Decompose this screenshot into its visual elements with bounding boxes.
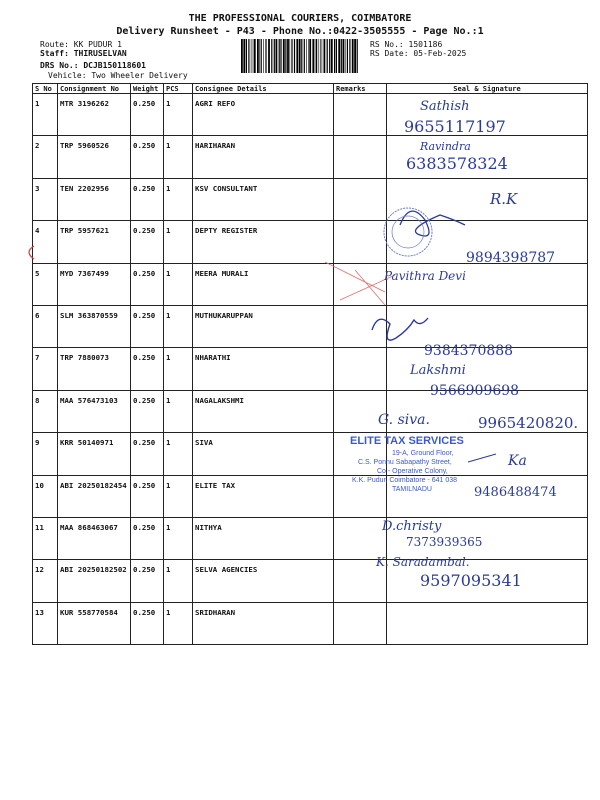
cell-sno: 13: [33, 602, 58, 644]
cell-sno: 3: [33, 178, 58, 220]
cell-pcs: 1: [164, 602, 193, 644]
runsheet-title: Delivery Runsheet - P43 - Phone No.:0422-3505555 - Page No.:1: [116, 26, 484, 37]
rs-date-value: 05-Feb-2025: [413, 49, 467, 58]
sig1-phone: 9655117197: [404, 117, 506, 136]
barcode-bar: [279, 39, 280, 73]
vehicle-line: [48, 71, 188, 80]
cell-signature: [387, 221, 588, 263]
cell-weight: 0.250: [131, 517, 164, 559]
cell-sno: 6: [33, 305, 58, 347]
cell-pcs: 1: [164, 178, 193, 220]
cell-signature: [387, 433, 588, 475]
sig11-phone: 9486488474: [474, 485, 557, 500]
stamp-line6: TAMILNADU: [392, 486, 432, 493]
drs-label: DRS No.:: [40, 61, 79, 70]
cell-remarks: [334, 475, 387, 517]
cell-weight: 0.250: [131, 94, 164, 136]
cell-consignee: NITHYA: [193, 517, 334, 559]
barcode-bar: [315, 39, 316, 73]
stamp-line3: C.S. Ponnu Sabapathy Street,: [358, 459, 452, 466]
cell-remarks: [334, 178, 387, 220]
table-row: [33, 221, 588, 263]
barcode-bar: [290, 39, 291, 73]
cell-pcs: 1: [164, 348, 193, 390]
cell-weight: 0.250: [131, 560, 164, 602]
cell-consignment: SLM 363870559: [58, 305, 131, 347]
cell-consignee: MEERA MURALI: [193, 263, 334, 305]
barcode-bar: [316, 39, 317, 73]
cell-signature: [387, 602, 588, 644]
col-consignment: Consignment No: [58, 84, 131, 94]
sig10-mark: Ka: [508, 453, 527, 469]
cell-consignee: SELVA AGENCIES: [193, 560, 334, 602]
table-row: [33, 560, 588, 602]
cell-consignment: TRP 5957621: [58, 221, 131, 263]
cell-signature: [387, 475, 588, 517]
cell-signature: [387, 305, 588, 347]
cell-pcs: 1: [164, 560, 193, 602]
barcode-bar: [241, 39, 243, 73]
table-row: [33, 602, 588, 644]
col-weight: Weight: [131, 84, 164, 94]
barcode-bar: [287, 39, 289, 73]
cell-weight: 0.250: [131, 136, 164, 178]
cell-signature: [387, 517, 588, 559]
cell-signature: [387, 94, 588, 136]
sig5-phone: 9894398787: [466, 250, 556, 266]
sig8-phone: 9566909698: [430, 383, 520, 399]
cell-weight: 0.250: [131, 221, 164, 263]
cell-weight: 0.250: [131, 305, 164, 347]
cell-weight: 0.250: [131, 263, 164, 305]
barcode-bar: [263, 39, 264, 73]
stamp-line2: 19-A, Ground Floor,: [392, 450, 454, 457]
cell-pcs: 1: [164, 263, 193, 305]
cell-sno: 5: [33, 263, 58, 305]
cell-consignment: TRP 5960526: [58, 136, 131, 178]
barcode-bar: [343, 39, 345, 73]
cell-remarks: [334, 433, 387, 475]
sig9-name: G. siva.: [378, 412, 430, 428]
barcode-bar: [336, 39, 337, 73]
cell-consignee: HARIHARAN: [193, 136, 334, 178]
col-pcs: PCS: [164, 84, 193, 94]
col-signature: Seal & Signature: [387, 84, 588, 94]
cell-sno: 4: [33, 221, 58, 263]
cell-signature: [387, 390, 588, 432]
rs-no-label: RS No.:: [370, 40, 404, 49]
cell-sno: 7: [33, 348, 58, 390]
table-row: [33, 305, 588, 347]
barcode-bar: [345, 39, 346, 73]
drs-value: DCJB150118601: [83, 61, 146, 70]
stamp-line1: ELITE TAX SERVICES: [350, 435, 464, 447]
barcode-bar: [248, 39, 249, 73]
cell-weight: 0.250: [131, 348, 164, 390]
barcode-bar: [349, 39, 350, 73]
cell-consignment: ABI 20250182454: [58, 475, 131, 517]
cell-remarks: [334, 390, 387, 432]
staff-label: Staff:: [40, 49, 69, 58]
sig9-phone: 9965420820.: [478, 414, 579, 432]
rs-date-line: [370, 49, 466, 58]
drs-line: [40, 61, 146, 70]
cell-signature: [387, 178, 588, 220]
sig13-phone: 9597095341: [420, 571, 522, 590]
route-value: KK PUDUR 1: [73, 40, 122, 49]
cell-remarks: [334, 517, 387, 559]
barcode-bar: [291, 39, 292, 73]
barcode-bar: [243, 39, 245, 73]
barcode-bar: [334, 39, 335, 73]
table-row: [33, 263, 588, 305]
col-consignee: Consignee Details: [193, 84, 334, 94]
barcode-bar: [276, 39, 278, 73]
barcode-bar: [308, 39, 309, 73]
barcode-bar: [259, 39, 260, 73]
barcode-bar: [324, 39, 326, 73]
table-row: [33, 517, 588, 559]
cell-pcs: 1: [164, 136, 193, 178]
barcode-bar: [265, 39, 266, 73]
barcode-bar: [266, 39, 267, 73]
cell-remarks: [334, 221, 387, 263]
col-sno: S No: [33, 84, 58, 94]
barcode-bar: [320, 39, 321, 73]
barcode-icon: [240, 39, 360, 73]
staff-line: [40, 49, 127, 58]
cell-consignee: NHARATHI: [193, 348, 334, 390]
cell-pcs: 1: [164, 221, 193, 263]
cell-consignment: MYD 7367499: [58, 263, 131, 305]
cell-sno: 11: [33, 517, 58, 559]
cell-remarks: [334, 263, 387, 305]
barcode-bar: [329, 39, 330, 73]
cell-consignee: SIVA: [193, 433, 334, 475]
barcode-bar: [296, 39, 298, 73]
cell-signature: [387, 348, 588, 390]
cell-pcs: 1: [164, 475, 193, 517]
barcode-bar: [283, 39, 285, 73]
barcode-bar: [251, 39, 252, 73]
sig2-phone: 6383578324: [406, 154, 508, 173]
sig12-name: D.christy: [382, 519, 442, 534]
cell-weight: 0.250: [131, 475, 164, 517]
cell-consignment: KRR 50140971: [58, 433, 131, 475]
barcode-bar: [246, 39, 247, 73]
table-row: [33, 475, 588, 517]
cell-remarks: [334, 560, 387, 602]
cell-sno: 8: [33, 390, 58, 432]
cell-consignee: DEPTY REGISTER: [193, 221, 334, 263]
barcode-bar: [294, 39, 295, 73]
cell-signature: [387, 560, 588, 602]
barcode-bar: [285, 39, 286, 73]
barcode-bar: [309, 39, 311, 73]
cell-consignment: MTR 3196262: [58, 94, 131, 136]
cell-remarks: [334, 136, 387, 178]
cell-sno: 12: [33, 560, 58, 602]
barcode-bar: [257, 39, 259, 73]
barcode-bar: [341, 39, 342, 73]
cell-remarks: [334, 348, 387, 390]
cell-weight: 0.250: [131, 178, 164, 220]
barcode-bar: [312, 39, 314, 73]
cell-signature: [387, 263, 588, 305]
sig6-name: Pavithra Devi: [384, 269, 466, 283]
barcode-bar: [301, 39, 302, 73]
barcode-bar: [357, 39, 358, 73]
barcode-bar: [304, 39, 305, 73]
barcode-bar: [280, 39, 281, 73]
barcode-bar: [261, 39, 262, 73]
cell-pcs: 1: [164, 517, 193, 559]
stamp-line5: K.K. Pudur, Coimbatore - 641 038: [352, 477, 458, 484]
barcode-bar: [306, 39, 307, 73]
stamp-line4: Co - Operative Colony,: [377, 468, 448, 475]
cell-pcs: 1: [164, 390, 193, 432]
rs-no-value: 1501186: [408, 40, 443, 49]
sig13-name: K. Saradambal.: [376, 555, 470, 569]
cell-weight: 0.250: [131, 433, 164, 475]
cell-weight: 0.250: [131, 602, 164, 644]
vehicle-label: Vehicle:: [48, 71, 87, 80]
cell-remarks: [334, 305, 387, 347]
barcode-bar: [338, 39, 340, 73]
table-row: [33, 136, 588, 178]
barcode-bar: [331, 39, 333, 73]
cell-consignee: NAGALAKSHMI: [193, 390, 334, 432]
barcode-bar: [327, 39, 328, 73]
barcode-bar: [254, 39, 256, 73]
cell-consignment: ABI 20250182502: [58, 560, 131, 602]
cell-signature: [387, 136, 588, 178]
barcode-bar: [274, 39, 275, 73]
barcode-bar: [271, 39, 272, 73]
cell-pcs: 1: [164, 305, 193, 347]
barcode-bar: [268, 39, 270, 73]
barcode-bar: [253, 39, 254, 73]
table-row: [33, 178, 588, 220]
barcode-bar: [352, 39, 354, 73]
cell-consignment: MAA 868463067: [58, 517, 131, 559]
sig7-phone: 9384370888: [424, 343, 514, 359]
sig2-name: Ravindra: [420, 140, 471, 153]
cell-consignee: KSV CONSULTANT: [193, 178, 334, 220]
sig4-initials: R.K: [490, 190, 518, 208]
cell-consignee: SRIDHARAN: [193, 602, 334, 644]
cell-remarks: [334, 602, 387, 644]
cell-sno: 2: [33, 136, 58, 178]
cell-consignment: TEN 2202956: [58, 178, 131, 220]
col-remarks: Remarks: [334, 84, 387, 94]
company-title: THE PROFESSIONAL COURIERS, COIMBATORE: [188, 13, 412, 24]
barcode-bar: [354, 39, 356, 73]
sig1-name: Sathish: [420, 99, 470, 114]
cell-pcs: 1: [164, 94, 193, 136]
barcode-bar: [299, 39, 301, 73]
cell-sno: 1: [33, 94, 58, 136]
cell-consignee: MUTHUKARUPPAN: [193, 305, 334, 347]
vehicle-value: Two Wheeler Delivery: [91, 71, 188, 80]
route-label: Route:: [40, 40, 69, 49]
barcode-bar: [319, 39, 320, 73]
table-header-row: [33, 84, 588, 94]
cell-remarks: [334, 94, 387, 136]
runsheet-table: [32, 83, 588, 645]
barcode-bar: [322, 39, 323, 73]
cell-pcs: 1: [164, 433, 193, 475]
cell-consignee: ELITE TAX: [193, 475, 334, 517]
table-row: [33, 390, 588, 432]
cell-consignment: MAA 576473103: [58, 390, 131, 432]
rs-no-line: [370, 40, 442, 49]
table-row: [33, 94, 588, 136]
table-row: [33, 433, 588, 475]
sig12-phone: 7373939365: [406, 535, 483, 549]
table-row: [33, 348, 588, 390]
cell-sno: 9: [33, 433, 58, 475]
barcode-bar: [347, 39, 348, 73]
cell-sno: 10: [33, 475, 58, 517]
route-line: [40, 40, 122, 49]
staff-value: THIRUSELVAN: [73, 49, 127, 58]
cell-consignment: KUR 558770584: [58, 602, 131, 644]
cell-weight: 0.250: [131, 390, 164, 432]
cell-consignment: TRP 7880073: [58, 348, 131, 390]
rs-date-label: RS Date:: [370, 49, 409, 58]
sig8-name: Lakshmi: [410, 363, 466, 378]
cell-consignee: AGRI REFO: [193, 94, 334, 136]
